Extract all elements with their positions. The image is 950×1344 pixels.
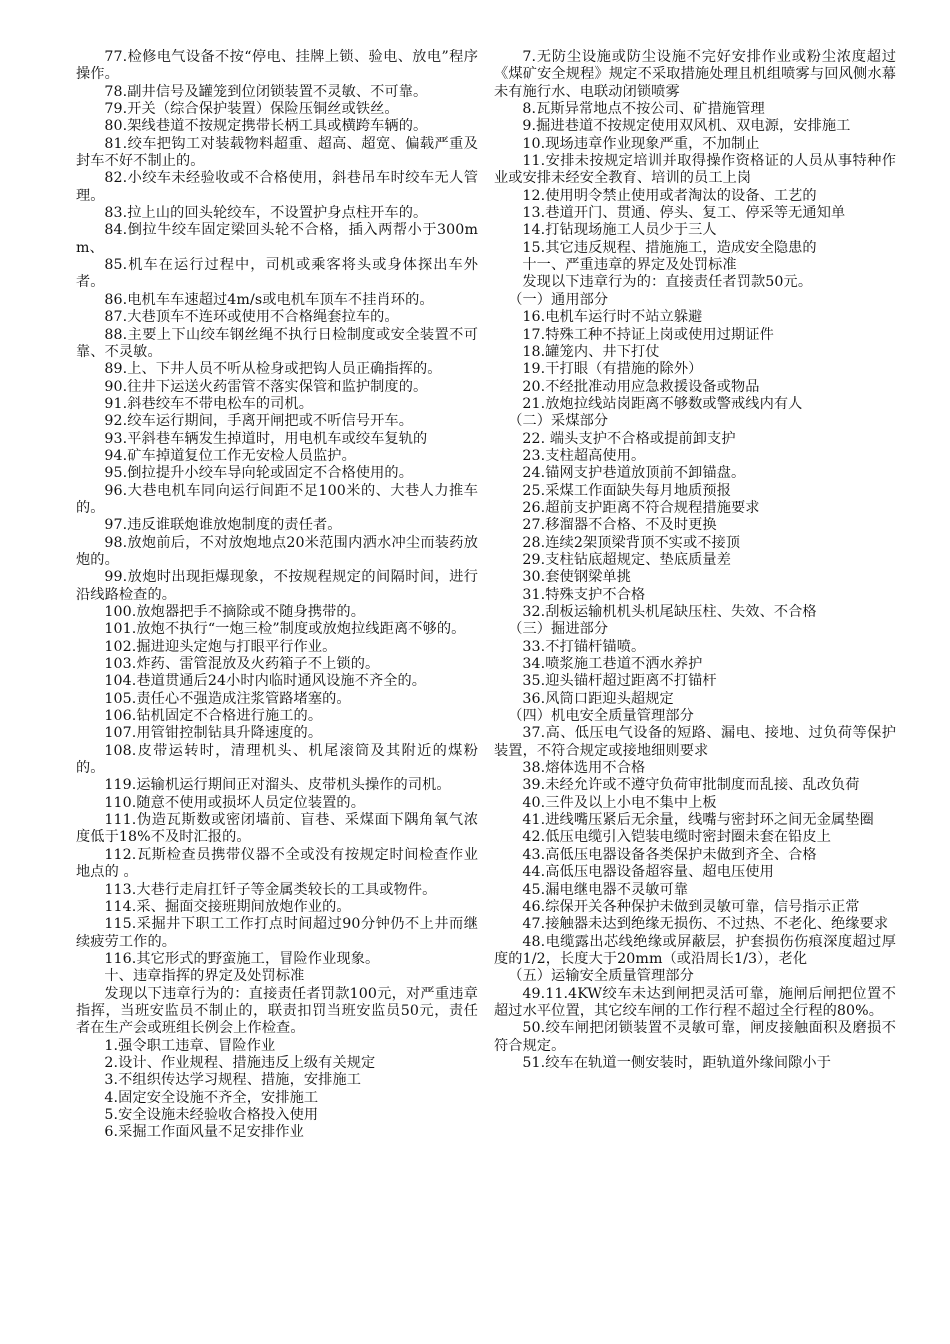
item-s10-8: 8.瓦斯异常地点不按公司、矿措施管理 <box>522 101 765 118</box>
item-40: 40.三件及以上小电不集中上板 <box>522 794 717 811</box>
item-s10-6: 6.采掘工作面风量不足安排作业 <box>104 1124 304 1141</box>
item-s10-9: 9.掘进巷道不按规定使用双风机、双电源，安排施工 <box>522 118 851 135</box>
item-87: 87.大巷顶车不连环或使用不合格绳套拉车的。 <box>104 309 399 326</box>
item-100: 100.放炮器把手不摘除或不随身携带的。 <box>104 604 365 620</box>
item-107: 107.用管钳控制钻具升降速度的。 <box>104 725 323 742</box>
item-51: 51.绞车在轨道一侧安装时，距轨道外缘间隙小于 <box>522 1054 832 1071</box>
item-20: 20.不经批准动用应急救援设备或物品 <box>522 378 760 395</box>
item-17: 17.特殊工种不持证上岗或使用过期证件 <box>522 326 774 343</box>
section-10-intro: 发现以下违章行为的：直接责任者罚款100元，对严重违章指挥，当班安监员不制止的，联责扣罚当班安监员50元，责任者在生产会或班组长例会上作检查。 <box>76 985 478 1037</box>
item-s10-13: 13.巷道开门、贯通、停头、复工、停采等无通知单 <box>522 205 846 222</box>
item-36: 36.风筒口距迎头超规定 <box>522 690 674 707</box>
item-39: 39.未经允许或不遵守负荷审批制度而乱接、乱改负荷 <box>522 777 860 794</box>
item-s10-1: 1.强令职工违章、冒险作业 <box>104 1037 276 1054</box>
item-110: 110.随意不使用或损坏人员定位装置的。 <box>104 794 365 811</box>
item-18: 18.罐笼内、井下打仗 <box>522 343 660 360</box>
item-83: 83.拉上山的回头轮绞车，不设置护身点柱开车的。 <box>104 205 428 222</box>
item-119: 119.运输机运行期间正对溜头、皮带机头操作的司机。 <box>104 777 451 794</box>
item-86: 86.电机车车速超过4m/s或电机车顶车不挂肖环的。 <box>104 291 434 308</box>
section-heading-11: 十一、严重违章的界定及处罚标准 <box>522 257 737 274</box>
item-95: 95.倒拉提升小绞车导向轮或固定不合格使用的。 <box>104 465 414 482</box>
subsection-coal-mining: （二）采煤部分 <box>508 413 609 430</box>
item-s10-10: 10.现场违章作业现象严重，不加制止 <box>522 135 760 152</box>
subsection-general: （一）通用部分 <box>508 291 609 308</box>
item-96: 96.大巷电机车同向运行间距不足100米的、大巷人力推车的。 <box>76 482 478 516</box>
item-31: 31.特殊支护不合格 <box>522 586 646 603</box>
item-85: 85.机车在运行过程中，司机或乘客将头或身体探出车外者。 <box>76 257 478 291</box>
item-s10-2: 2.设计、作业规程、措施违反上级有关规定 <box>104 1054 376 1071</box>
section-heading-10: 十、违章指挥的界定及处罚标准 <box>104 968 305 985</box>
item-91: 91.斜巷绞车不带电松车的司机。 <box>104 395 313 412</box>
item-21: 21.放炮拉线站岗距离不够数或警戒线内有人 <box>522 395 803 412</box>
item-27: 27.移溜器不合格、不及时更换 <box>522 517 717 534</box>
item-106: 106.钻机固定不合格进行施工的。 <box>104 708 323 725</box>
item-34: 34.喷浆施工巷道不洒水养护 <box>522 656 703 673</box>
item-23: 23.支柱超高使用。 <box>522 447 646 464</box>
item-29: 29.支柱钻底超规定、垫底质量差 <box>522 551 731 568</box>
item-77: 77.检修电气设备不按“停电、挂牌上锁、验电、放电”程序操作。 <box>76 49 478 83</box>
item-111: 111.伪造瓦斯数或密闭墙前、盲巷、采煤面下隅角氧气浓度低于18%不及时汇报的。 <box>76 812 478 846</box>
item-s10-5: 5.安全设施未经验收合格投入使用 <box>104 1106 319 1123</box>
item-89: 89.上、下井人员不听从检身或把钩人员正确指挥的。 <box>104 361 442 378</box>
item-24: 24.锚网支护巷道放顶前不卸锚盘。 <box>522 465 746 482</box>
item-22: 22. 端头支护不合格或提前卸支护 <box>522 430 736 447</box>
item-s10-14: 14.打钻现场施工人员少于三人 <box>522 222 717 239</box>
item-37: 37.高、低压电气设备的短路、漏电、接地、过负荷等保护装置，不符合规定或接地细则要求 <box>494 725 896 759</box>
item-92: 92.绞车运行期间，手离开闸把或不听信号开车。 <box>104 413 414 430</box>
item-47: 47.接触器未达到绝缘无损伤、不过热、不老化、绝缘要求 <box>522 916 889 933</box>
item-113: 113.大巷行走肩扛钎子等金属类较长的工具或物件。 <box>104 881 437 898</box>
item-103: 103.炸药、雷管混放及火药箱子不上锁的。 <box>104 656 380 673</box>
item-101: 101.放炮不执行“一炮三检”制度或放炮拉线距离不够的。 <box>104 621 466 638</box>
item-88: 88.主要上下山绞车钢丝绳不执行日检制度或安全装置不可靠、不灵敏。 <box>76 326 478 360</box>
item-s10-15: 15.其它违反规程、措施施工，造成安全隐患的 <box>522 239 817 256</box>
item-99: 99.放炮时出现拒爆现象，不按规程规定的间隔时间，进行沿线路检查的。 <box>76 569 478 603</box>
item-25: 25.采煤工作面缺失每月地质预报 <box>522 482 731 499</box>
subsection-tunneling: （三）掘进部分 <box>508 621 609 638</box>
item-46: 46.综保开关各种保护未做到灵敏可靠，信号指示正常 <box>522 898 860 915</box>
subsection-transport: （五）运输安全质量管理部分 <box>508 968 694 985</box>
item-32: 32.刮板运输机机头机尾缺压柱、失效、不合格 <box>522 604 817 620</box>
item-s10-11: 11.安排未按规定培训并取得操作资格证的人员从事特种作业或安排未经安全教育、培训的员工上岗 <box>494 153 896 187</box>
item-78: 78.副井信号及罐笼到位闭锁装置不灵敏、不可靠。 <box>104 83 428 100</box>
item-s10-3: 3.不组织传达学习规程、措施，安排施工 <box>104 1072 362 1089</box>
item-94: 94.矿车掉道复位工作无安检人员监护。 <box>104 447 356 464</box>
item-114: 114.采、掘面交接班期间放炮作业的。 <box>104 898 351 915</box>
item-33: 33.不打锚杆锚喷。 <box>522 638 646 655</box>
section-11-intro: 发现以下违章行为的：直接责任者罚款50元。 <box>522 274 813 291</box>
item-102: 102.掘进迎头定炮与打眼平行作业。 <box>104 638 337 655</box>
item-35: 35.迎头锚杆超过距离不打锚杆 <box>522 673 717 690</box>
item-s10-7: 7.无防尘设施或防尘设施不完好安排作业或粉尘浓度超过《煤矿安全规程》规定不采取措施处理且机组喷雾与回风侧水幕未有施行水、电联动闭锁喷雾 <box>494 49 896 100</box>
item-19: 19.干打眼（有措施的除外） <box>522 361 703 378</box>
item-30: 30.套使钢梁单挑 <box>522 569 631 586</box>
item-41: 41.进线嘴压紧后无余量，线嘴与密封环之间无金属垫圈 <box>522 812 874 829</box>
item-28: 28.连续2架顶梁背顶不实或不接顶 <box>522 534 741 551</box>
item-112: 112.瓦斯检查员携带仪器不全或没有按规定时间检查作业地点的 。 <box>76 846 478 881</box>
item-79: 79.开关（综合保护装置）保险压铜丝或铁丝。 <box>104 101 399 118</box>
item-48: 48.电缆露出芯线绝缘或屏蔽层，护套损伤伤痕深度超过厚度的1/2，长度大于20mm（或沿周长1/3），老化 <box>494 933 896 967</box>
item-98: 98.放炮前后，不对放炮地点20米范围内洒水冲尘而装药放炮的。 <box>76 534 478 568</box>
right-column <box>494 49 896 1072</box>
item-42: 42.低压电缆引入铠装电缆时密封圈未套在铅皮上 <box>522 829 832 846</box>
item-44: 44.高低压电器设备超容量、超电压使用 <box>522 864 774 881</box>
item-115: 115.采掘井下职工工作打点时间超过90分钟仍不上井而继续疲劳工作的。 <box>76 916 478 950</box>
item-16: 16.电机车运行时不站立躲避 <box>522 309 703 326</box>
item-s10-4: 4.固定安全设施不齐全，安排施工 <box>104 1089 319 1106</box>
item-50: 50.绞车闸把闭锁装置不灵敏可靠，闸皮接触面积及磨损不符合规定。 <box>494 1020 896 1054</box>
item-90: 90.往井下运送火药雷管不落实保管和监护制度的。 <box>104 378 428 395</box>
item-45: 45.漏电继电器不灵敏可靠 <box>522 881 689 898</box>
left-column <box>76 49 478 1142</box>
item-108: 108.皮带运转时，清理机头、机尾滚筒及其附近的煤粉的。 <box>76 742 478 777</box>
item-80: 80.架线巷道不按规定携带长柄工具或横跨车辆的。 <box>104 118 428 135</box>
item-104: 104.巷道贯通后24小时内临时通风设施不齐全的。 <box>104 673 427 690</box>
item-97: 97.违反谁联炮谁放炮制度的责任者。 <box>104 517 342 534</box>
item-116: 116.其它形式的野蛮施工，冒险作业现象。 <box>104 950 380 967</box>
item-s10-12: 12.使用明令禁止使用或者淘汰的设备、工艺的 <box>522 187 817 204</box>
item-82: 82.小绞车未经验收或不合格使用，斜巷吊车时绞车无人管理。 <box>76 170 478 204</box>
item-93: 93.平斜巷车辆发生掉道时，用电机车或绞车复轨的 <box>104 430 428 447</box>
subsection-electromechanical: （四）机电安全质量管理部分 <box>508 708 694 725</box>
item-49: 49.11.4KW绞车未达到闸把灵活可靠，施闸后闸把位置不超过水平位置，其它绞车闸的工作行程不超过全行程的80%。 <box>494 985 896 1019</box>
item-43: 43.高低压电器设备各类保护未做到齐全、合格 <box>522 846 817 863</box>
item-84: 84.倒拉牛绞车固定梁回头轮不合格，插入两帮小于300mm、 <box>76 222 478 256</box>
item-38: 38.熔体选用不合格 <box>522 760 646 777</box>
item-81: 81.绞车把钩工对装载物料超重、超高、超宽、偏载严重及封车不好不制止的。 <box>76 135 478 170</box>
item-26: 26.超前支护距离不符合规程措施要求 <box>522 499 760 516</box>
item-105: 105.责任心不强造成注浆管路堵塞的。 <box>104 690 351 707</box>
